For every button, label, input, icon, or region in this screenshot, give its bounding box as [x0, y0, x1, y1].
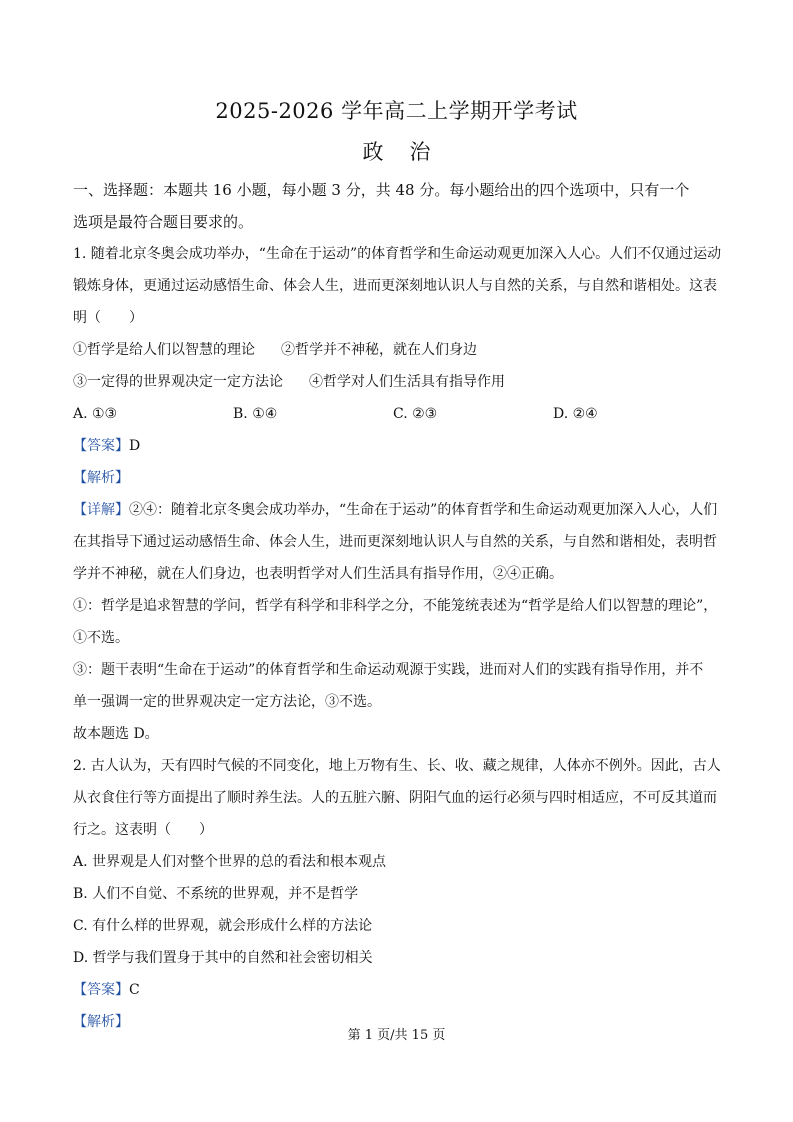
q1-statement-4: ④哲学对人们生活具有指导作用: [309, 374, 505, 390]
q1-detail-line-3: 学并不神秘，就在人们身边，也表明哲学对人们生活具有指导作用，②④正确。: [73, 566, 563, 582]
q1-note-1-line-2: ①不选。: [73, 630, 129, 646]
q2-stem-line-3: 行之。这表明（ ）: [73, 822, 213, 838]
q1-note-3-line-1: ③：题干表明“生命在于运动”的体育哲学和生命运动观源于实践，进而对人们的实践有指导作用，并不: [73, 662, 704, 678]
q1-analysis-tag: 【解析】: [73, 470, 129, 486]
exam-content: [73, 174, 723, 1038]
q1-detail-line-2: 在其指导下通过运动感悟生命、体会人生，进而更深刻地认识人与自然的关系，与自然和谐相处，表明哲: [73, 534, 717, 550]
q2-answer-tag: 【答案】: [73, 982, 129, 998]
q1-statements-row-1: [73, 334, 723, 366]
q2-stem-line-2: 从衣食住行等方面提出了顺时养生法。人的五脏六腑、阴阳气血的运行必须与四时相适应，不可反其道而: [73, 790, 717, 806]
q2-option-b: B. 人们不自觉、不系统的世界观，并不是哲学: [73, 886, 359, 902]
q1-statement-1: ①哲学是给人们以智慧的理论: [73, 342, 255, 358]
section-heading-line-2: 选项是最符合题目要求的。: [73, 213, 254, 231]
q1-stem-line-1: 1. 随着北京冬奥会成功举办，“生命在于运动”的体育哲学和生命运动观更加深入人心。人们不仅通过运动: [73, 246, 722, 262]
subject-char-2: 治: [409, 140, 431, 164]
subject-char-1: 政: [362, 140, 384, 164]
q1-statements-row-2: [73, 366, 723, 398]
q1-detail-tag: 【详解】: [73, 502, 129, 518]
q1-conclusion: 故本题选 D。: [73, 726, 159, 742]
q1-stem-line-2: 锻炼身体，更通过运动感悟生命、体会人生，进而更深刻地认识人与自然的关系，与自然和谐相处。这表: [73, 278, 717, 294]
q1-option-c: C. ②③: [393, 406, 438, 422]
section-heading-line-1: 一、选择题：本题共 16 小题，每小题 3 分，共 48 分。每小题给出的四个选项中，只有一个: [73, 181, 690, 199]
q1-answer-tag: 【答案】: [73, 438, 129, 454]
q1-option-a: A. ①③: [73, 406, 118, 422]
subject-title: [0, 136, 793, 166]
q1-statement-3: ③一定得的世界观决定一定方法论: [73, 374, 283, 390]
q1-note-1-line-1: ①：哲学是追求智慧的学问，哲学有科学和非科学之分，不能笼统表述为“哲学是给人们以智慧的理论”，: [73, 598, 718, 614]
q2-answer-value: C: [129, 982, 140, 998]
q2-option-d: D. 哲学与我们置身于其中的自然和社会密切相关: [73, 950, 373, 966]
q1-answer-value: D: [129, 438, 141, 454]
q1-statement-2: ②哲学并不神秘，就在人们身边: [281, 342, 477, 358]
q1-option-d: D. ②④: [553, 406, 598, 422]
q1-analysis: [73, 462, 723, 494]
exam-title: 2025-2026 学年高二上学期开学考试: [215, 99, 578, 123]
q2-option-c: C. 有什么样的世界观，就会形成什么样的方法论: [73, 918, 373, 934]
q1-detail-text-1: ②④：随着北京冬奥会成功举办，“生命在于运动”的体育哲学和生命运动观更加深入人心，人们: [129, 502, 718, 518]
q1-detail-line-1: [73, 494, 723, 526]
q2-answer: [73, 974, 723, 1006]
q1-option-b: B. ①④: [233, 406, 278, 422]
q1-note-3-line-2: 单一强调一定的世界观决定一定方法论，③不选。: [73, 694, 381, 710]
q2-stem-line-1: 2. 古人认为，天有四时气候的不同变化，地上万物有生、长、收、藏之规律，人体亦不例外。因此，古人: [73, 758, 721, 774]
q1-options: [73, 398, 723, 430]
q2-analysis-tag: 【解析】: [73, 1014, 129, 1030]
page-footer: 第 1 页/共 15 页: [347, 1028, 446, 1043]
q1-answer: [73, 430, 723, 462]
q1-stem-line-3: 明（ ）: [73, 310, 143, 326]
q2-option-a: A. 世界观是人们对整个世界的总的看法和根本观点: [73, 854, 387, 870]
